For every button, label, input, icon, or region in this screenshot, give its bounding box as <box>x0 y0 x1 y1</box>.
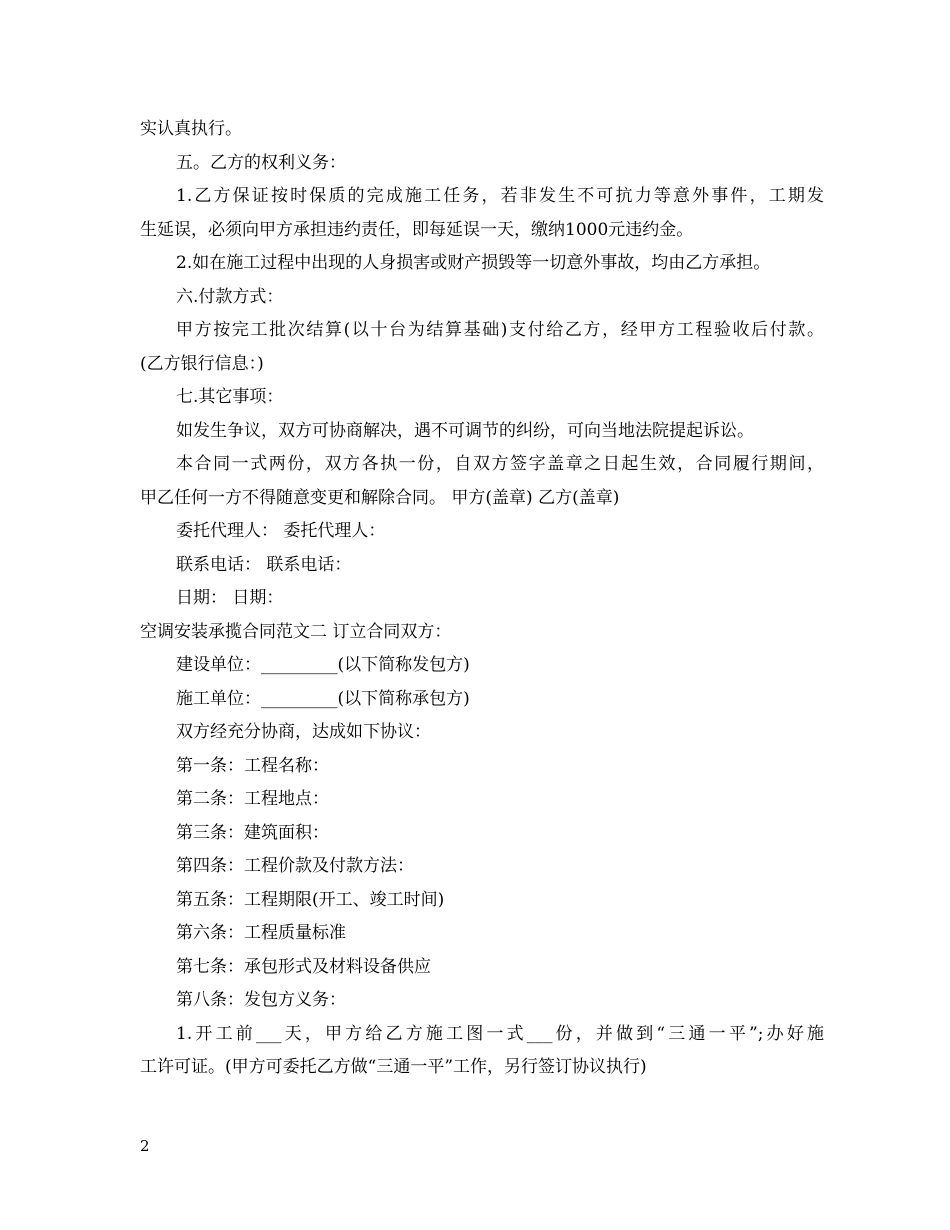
text-line: (乙方银行信息：) <box>140 353 264 374</box>
text-line: 本合同一式两份，双方各执一份，自双方签字盖章之日起生效，合同履行期间， <box>176 454 824 474</box>
text-line: 七.其它事项： <box>176 387 284 407</box>
text-line: 生延误，必须向甲方承担违约责任，即每延误一天，缴纳1000元违约金。 <box>140 219 694 240</box>
text-line: 实认真执行。 <box>140 119 242 139</box>
text-line: 第五条：工程期限(开工、竣工时间) <box>176 889 445 910</box>
text-line: 第七条：承包形式及材料设备供应 <box>176 956 431 977</box>
document-body <box>140 113 824 1085</box>
text-line: 施工单位：_________(以下简称承包方) <box>176 688 470 709</box>
text-line: 第四条：工程价款及付款方法： <box>176 856 414 876</box>
text-line: 联系电话： 联系电话： <box>176 554 352 575</box>
text-line: 空调安装承揽合同范文二 订立合同双方： <box>140 621 452 642</box>
text-line: 委托代理人： 委托代理人： <box>176 521 386 541</box>
text-line: 第二条：工程地点： <box>176 789 329 809</box>
text-line: 第三条：建筑面积： <box>176 822 329 843</box>
page-number: 2 <box>140 1137 150 1155</box>
text-line: 六.付款方式： <box>176 286 284 307</box>
text-line: 甲方按完工批次结算(以十台为结算基础)支付给乙方，经甲方工程验收后付款。 <box>176 320 824 340</box>
text-line: 建设单位：_________(以下简称发包方) <box>176 655 470 675</box>
text-line: 日期： 日期： <box>176 588 284 608</box>
text-line: 1.乙方保证按时保质的完成施工任务，若非发生不可抗力等意外事件，工期发 <box>176 186 824 206</box>
text-line: 第八条：发包方义务： <box>176 990 346 1010</box>
text-line: 1.开工前___天，甲方给乙方施工图一式___份，并做到“三通一平”;办好施 <box>176 1023 824 1044</box>
text-line: 第六条：工程质量标准 <box>176 923 346 943</box>
text-line: 工许可证。(甲方可委托乙方做“三通一平”工作，另行签订协议执行) <box>140 1057 647 1077</box>
text-line: 第一条：工程名称： <box>176 755 329 776</box>
text-line: 五。乙方的权利义务： <box>176 152 346 173</box>
text-line: 如发生争议，双方可协商解决，遇不可调节的纠纷，可向当地法院提起诉讼。 <box>176 420 754 441</box>
text-line: 双方经充分协商，达成如下协议： <box>176 722 431 742</box>
text-line: 甲乙任何一方不得随意变更和解除合同。 甲方(盖章) 乙方(盖章) <box>140 487 620 508</box>
text-line: 2.如在施工过程中出现的人身损害或财产损毁等一切意外事故，均由乙方承担。 <box>176 253 771 273</box>
